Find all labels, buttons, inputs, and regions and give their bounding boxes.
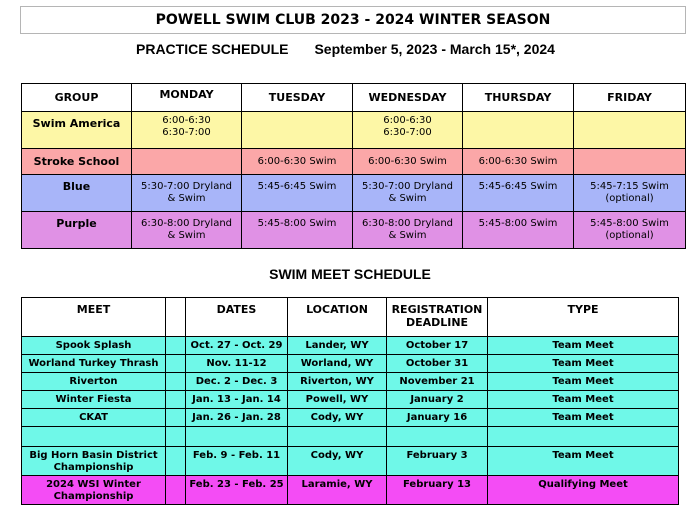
col-header-friday: FRIDAY: [574, 84, 686, 112]
tuesday-cell: 5:45-6:45 Swim: [242, 175, 353, 212]
col-header-thursday: THURSDAY: [463, 84, 574, 112]
header-line: DEADLINE: [405, 316, 469, 329]
wednesday-cell: [353, 212, 463, 249]
wednesday-cell: 6:00-6:30 Swim: [353, 149, 463, 175]
meet-dates: Feb. 23 - Feb. 25: [186, 476, 288, 505]
time-line: 6:30-7:00: [162, 127, 211, 138]
meet-deadline: January 2: [387, 391, 488, 409]
meet-location: Cody, WY: [288, 409, 387, 427]
meet-type: Team Meet: [488, 409, 679, 427]
group-name: Blue: [22, 175, 132, 212]
blank-row: [22, 427, 679, 447]
thursday-cell: 5:45-6:45 Swim: [463, 175, 574, 212]
wednesday-cell: [353, 175, 463, 212]
group-name: Stroke School: [22, 149, 132, 175]
blank-cell: [166, 391, 186, 409]
meet-location: Cody, WY: [288, 447, 387, 476]
time-line: 5:30-7:00 Dryland: [140, 181, 233, 192]
tuesday-cell: 5:45-8:00 Swim: [242, 212, 353, 249]
meet-name: Worland Turkey Thrash: [22, 355, 166, 373]
friday-cell: [574, 212, 686, 249]
meet-row: [22, 391, 679, 409]
time-line: 6:00-6:30: [383, 115, 432, 126]
meet-deadline: October 31: [387, 355, 488, 373]
time-line: 6:30-8:00 Dryland: [361, 218, 454, 229]
time-line: 5:45-7:15 Swim: [590, 181, 669, 192]
time-line: 5:45-8:00 Swim: [590, 218, 669, 229]
meet-dates: Feb. 9 - Feb. 11: [186, 447, 288, 476]
blank-cell: [166, 427, 186, 447]
blank-cell: [166, 337, 186, 355]
time-line: & Swim: [388, 230, 427, 241]
time-line: (optional): [605, 193, 654, 204]
blank-cell: [186, 427, 288, 447]
meet-location: Powell, WY: [288, 391, 387, 409]
practice-header-row: [22, 84, 686, 112]
wednesday-cell: [353, 112, 463, 149]
meet-deadline: November 21: [387, 373, 488, 391]
meet-type: Team Meet: [488, 391, 679, 409]
meet-row: [22, 355, 679, 373]
group-name: Purple: [22, 212, 132, 249]
meet-type: Team Meet: [488, 337, 679, 355]
blank-cell: [288, 427, 387, 447]
monday-cell: [132, 212, 242, 249]
meet-type: Qualifying Meet: [488, 476, 679, 505]
meet-name-line: Big Horn Basin District: [29, 450, 158, 461]
meet-row: [22, 337, 679, 355]
practice-row-stroke-school: [22, 149, 686, 175]
meet-schedule-table: [21, 297, 679, 505]
meet-deadline: January 16: [387, 409, 488, 427]
blank-cell: [387, 427, 488, 447]
practice-row-blue: [22, 175, 686, 212]
meet-deadline: October 17: [387, 337, 488, 355]
practice-subheading: [136, 41, 555, 57]
meet-dates: Oct. 27 - Oct. 29: [186, 337, 288, 355]
meet-header-row: [22, 298, 679, 337]
meet-dates: Jan. 26 - Jan. 28: [186, 409, 288, 427]
blank-cell: [488, 427, 679, 447]
blank-cell: [166, 476, 186, 505]
meet-row: [22, 409, 679, 427]
thursday-cell: 5:45-8:00 Swim: [463, 212, 574, 249]
col-header-dates: DATES: [186, 298, 288, 337]
friday-cell: [574, 175, 686, 212]
meet-type: Team Meet: [488, 355, 679, 373]
practice-row-swim-america: [22, 112, 686, 149]
meet-dates: Jan. 13 - Jan. 14: [186, 391, 288, 409]
col-header-tuesday: TUESDAY: [242, 84, 353, 112]
monday-cell: [132, 149, 242, 175]
practice-schedule-table: [21, 83, 686, 249]
season-title-text: POWELL SWIM CLUB 2023 - 2024 WINTER SEASON: [155, 12, 551, 28]
meet-name: CKAT: [22, 409, 166, 427]
thursday-cell: [463, 112, 574, 149]
time-line: 5:30-7:00 Dryland: [361, 181, 454, 192]
meet-name-line: Championship: [53, 462, 134, 473]
col-header-location: LOCATION: [288, 298, 387, 337]
monday-cell: [132, 175, 242, 212]
time-line: 6:30-7:00: [383, 127, 432, 138]
meet-row: [22, 447, 679, 476]
blank-cell: [166, 373, 186, 391]
blank-cell: [166, 409, 186, 427]
meet-type: Team Meet: [488, 447, 679, 476]
meet-name: Winter Fiesta: [22, 391, 166, 409]
meet-schedule-heading: SWIM MEET SCHEDULE: [269, 266, 431, 282]
meet-deadline: February 3: [387, 447, 488, 476]
tuesday-cell: [242, 112, 353, 149]
meet-name: Spook Splash: [22, 337, 166, 355]
meet-location: Riverton, WY: [288, 373, 387, 391]
season-title: [20, 6, 686, 34]
col-header-blank: [166, 298, 186, 337]
col-header-meet: MEET: [22, 298, 166, 337]
tuesday-cell: 6:00-6:30 Swim: [242, 149, 353, 175]
monday-cell: [132, 112, 242, 149]
col-header-monday: MONDAY: [132, 84, 242, 112]
meet-name: [22, 447, 166, 476]
practice-schedule-label: PRACTICE SCHEDULE: [136, 41, 289, 57]
time-line: 6:00-6:30: [162, 115, 211, 126]
blank-cell: [22, 427, 166, 447]
time-line: & Swim: [167, 193, 206, 204]
group-name: Swim America: [22, 112, 132, 149]
col-header-wednesday: WEDNESDAY: [353, 84, 463, 112]
meet-dates: Dec. 2 - Dec. 3: [186, 373, 288, 391]
meet-location: Lander, WY: [288, 337, 387, 355]
meet-name: [22, 476, 166, 505]
meet-type: Team Meet: [488, 373, 679, 391]
meet-deadline: February 13: [387, 476, 488, 505]
meet-row: [22, 476, 679, 505]
col-header-group: GROUP: [22, 84, 132, 112]
blank-cell: [166, 447, 186, 476]
time-line: 6:30-8:00 Dryland: [140, 218, 233, 229]
friday-cell: [574, 149, 686, 175]
meet-name-line: 2024 WSI Winter: [46, 479, 141, 490]
time-line: & Swim: [167, 230, 206, 241]
col-header-registration-deadline: [387, 298, 488, 337]
meet-row: [22, 373, 679, 391]
header-line: REGISTRATION: [391, 303, 483, 316]
meet-name: Riverton: [22, 373, 166, 391]
time-line: (optional): [605, 230, 654, 241]
col-header-type: TYPE: [488, 298, 679, 337]
meet-location: Laramie, WY: [288, 476, 387, 505]
time-line: & Swim: [388, 193, 427, 204]
friday-cell: [574, 112, 686, 149]
blank-cell: [166, 355, 186, 373]
thursday-cell: 6:00-6:30 Swim: [463, 149, 574, 175]
meet-name-line: Championship: [53, 491, 134, 502]
season-dates: September 5, 2023 - March 15*, 2024: [314, 41, 555, 57]
meet-location: Worland, WY: [288, 355, 387, 373]
meet-dates: Nov. 11-12: [186, 355, 288, 373]
practice-row-purple: [22, 212, 686, 249]
